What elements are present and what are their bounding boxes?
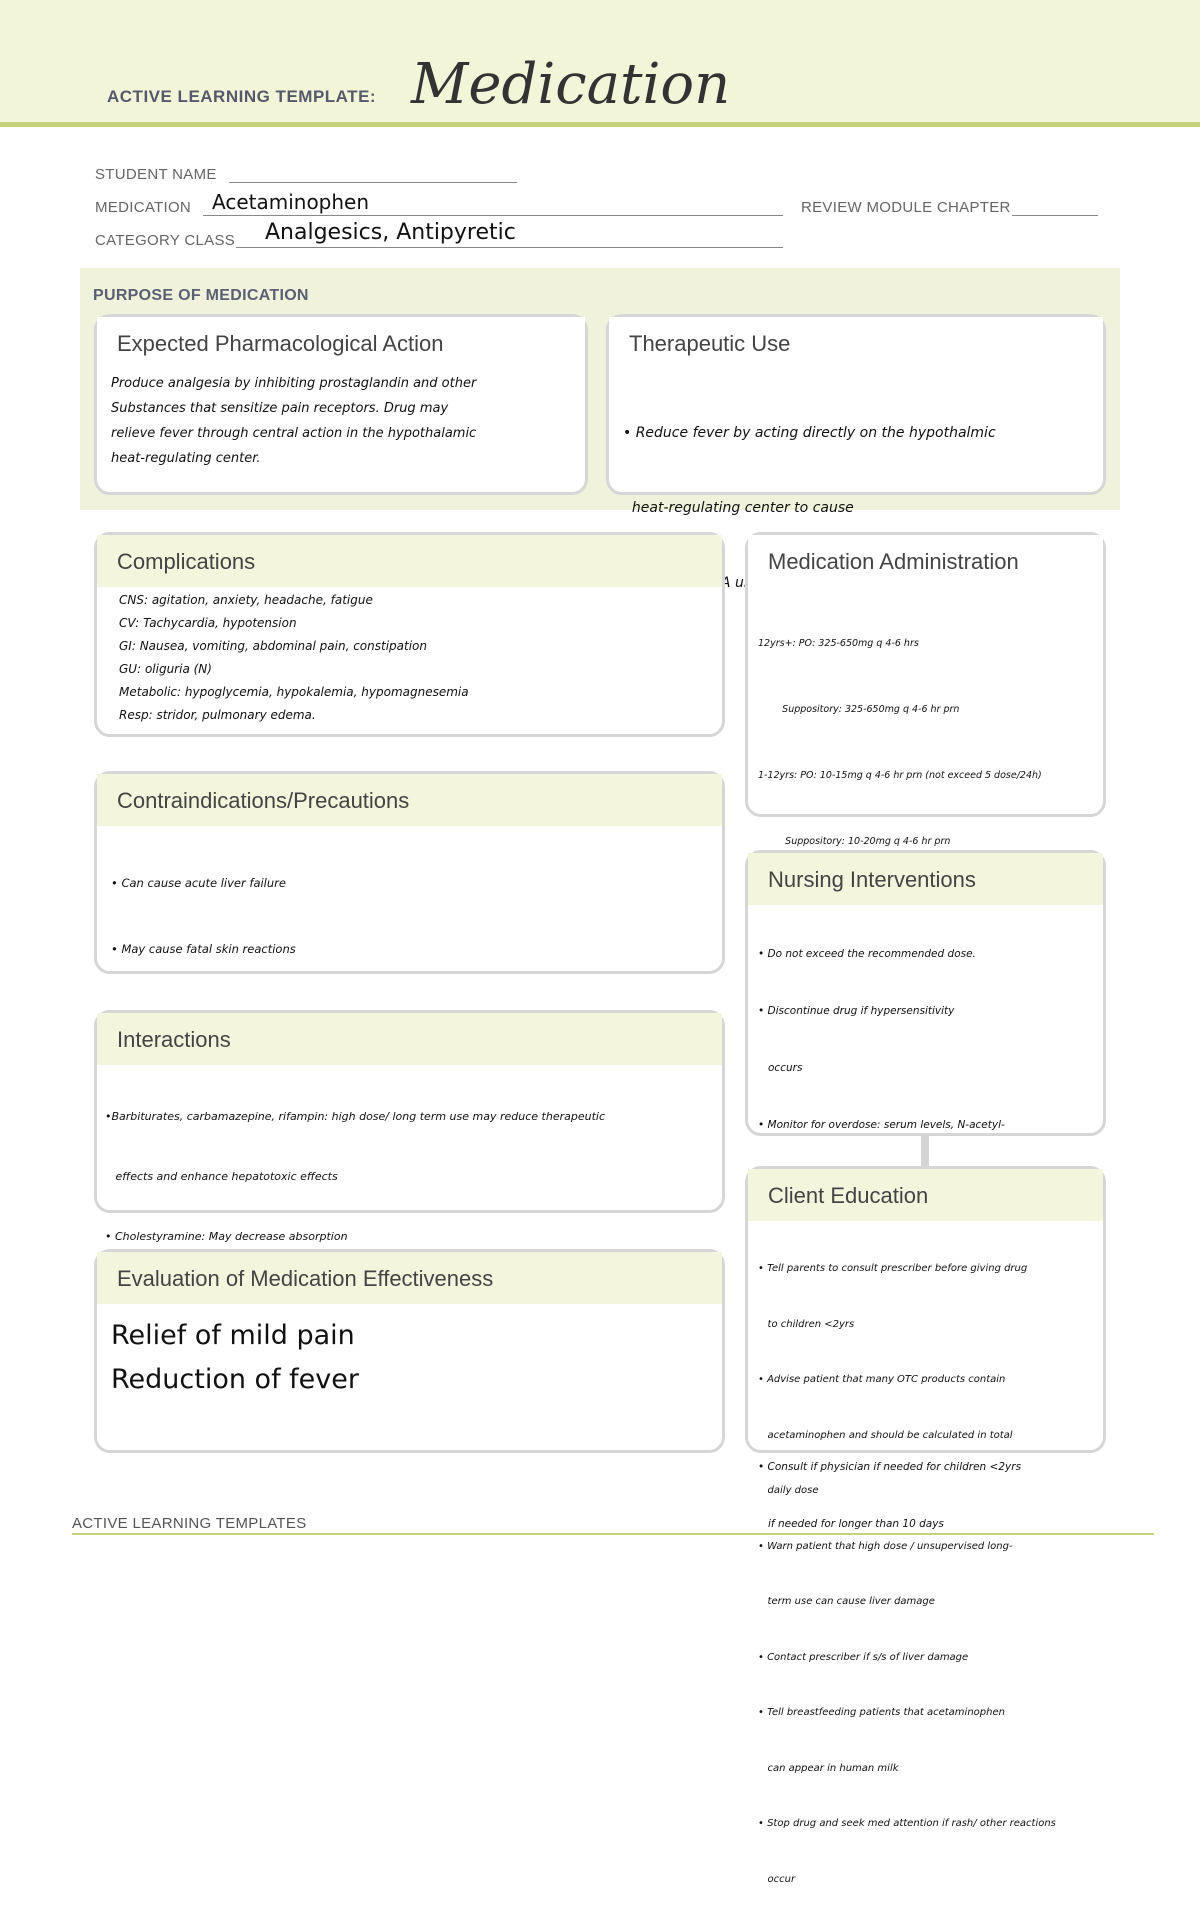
template-label: ACTIVE LEARNING TEMPLATE: (107, 87, 377, 106)
evaluation-card (94, 1249, 725, 1453)
text-line: Reduction of fever (111, 1364, 359, 1395)
text-line: • Contact prescriber if s/s of liver damage (758, 1651, 969, 1663)
text-line: CV: Tachycardia, hypotension (119, 616, 297, 630)
category-class-value: Analgesics, Antipyretic (265, 220, 516, 245)
category-class-label: CATEGORY CLASS (95, 232, 236, 249)
connector-line (921, 1133, 929, 1167)
text-line: • Tell parents to consult prescriber before giving drug (758, 1263, 1028, 1274)
page-title: Medication (411, 52, 731, 117)
text-line: Suppository: 325-650mg q 4-6 hr prn (758, 704, 960, 715)
text-line: • Cholestyramine: May decrease absorption (105, 1230, 348, 1243)
evaluation-title: Evaluation of Medication Effectiveness (97, 1252, 722, 1304)
client-education-body (748, 1221, 1103, 1926)
text-line: to children <2yrs (758, 1318, 855, 1330)
interactions-card (94, 1010, 725, 1243)
text-line: • Do not exceed the recommended dose. (758, 948, 976, 960)
text-line: heat-regulating center. (111, 451, 261, 466)
expected-action-card (94, 314, 588, 495)
therapeutic-use-title: Therapeutic Use (609, 317, 1103, 369)
footer-label: ACTIVE LEARNING TEMPLATES (72, 1515, 307, 1532)
administration-card (745, 532, 1106, 847)
medication-value: Acetaminophen (212, 190, 370, 214)
contraindications-title: Contraindications/Precautions (97, 774, 722, 826)
evaluation-body (97, 1304, 722, 1402)
nursing-title: Nursing Interventions (748, 853, 1103, 905)
text-line: •Barbiturates, carbamazepine, rifampin: high dose/ long term use may reduce therapeutic (105, 1110, 605, 1123)
purpose-label: PURPOSE OF MEDICATION (93, 287, 309, 304)
text-line: can appear in human milk (758, 1762, 899, 1774)
text-line: effects and enhance hepatotoxic effects (105, 1170, 338, 1183)
contraindications-card (94, 771, 725, 974)
text-line: • Advise patient that many OTC products contain (758, 1374, 1006, 1385)
review-module-field[interactable] (1012, 215, 1098, 216)
text-line: term use can cause liver damage (758, 1596, 935, 1607)
medication-field[interactable] (203, 215, 783, 216)
text-line: relieve fever through central action in the hypothalamic (111, 426, 477, 441)
text-line: GI: Nausea, vomiting, abdominal pain, constipation (119, 639, 427, 653)
text-line: • Tell breastfeeding patients that acetaminophen (758, 1707, 1005, 1718)
student-name-field[interactable] (229, 182, 517, 183)
text-line: Suppository: 10-20mg q 4-6 hr prn (758, 836, 951, 847)
text-line: • Warn patient that high dose / unsupervised long- (758, 1540, 1013, 1552)
medication-label: MEDICATION (95, 199, 192, 216)
text-line: daily dose (758, 1485, 819, 1496)
text-line: • Can cause acute liver failure (111, 876, 286, 890)
text-line: • Consult if physician if needed for children <2yrs (758, 1461, 1022, 1473)
footer-divider (72, 1533, 1154, 1535)
text-line: • Stop drug and seek med attention if rash/ other reactions (758, 1818, 1056, 1829)
text-line: heat-regulating center to cause (623, 500, 854, 516)
interactions-title: Interactions (97, 1013, 722, 1065)
expected-action-title: Expected Pharmacological Action (97, 317, 585, 369)
text-line: occur (758, 1873, 796, 1885)
text-line: • Monitor for overdose: serum levels, N-acetyl- (758, 1119, 1005, 1131)
client-education-title: Client Education (748, 1169, 1103, 1221)
text-line: 1-12yrs: PO: 10-15mg q 4-6 hr prn (not exceed 5 dose/24h) (758, 770, 1042, 781)
category-class-field[interactable] (236, 247, 783, 248)
header-divider (0, 122, 1200, 127)
complications-title: Complications (97, 535, 722, 587)
text-line: Produce analgesia by inhibiting prostaglandin and other (111, 376, 477, 391)
text-line: CNS: agitation, anxiety, headache, fatigue (119, 593, 373, 607)
student-name-label: STUDENT NAME (95, 166, 217, 183)
text-line: • May cause fatal skin reactions (111, 942, 296, 956)
text-line: 12yrs+: PO: 325-650mg q 4-6 hrs (758, 638, 919, 649)
text-line: Relief of mild pain (111, 1320, 355, 1351)
complications-body (97, 587, 722, 727)
text-line: Metabolic: hypoglycemia, hypokalemia, hypomagnesemia (119, 685, 469, 699)
text-line: GU: oliguria (N) (119, 662, 212, 676)
review-module-label: REVIEW MODULE CHAPTER (801, 199, 1011, 216)
expected-action-body (97, 369, 585, 471)
text-line: Resp: stridor, pulmonary edema. (119, 708, 316, 722)
therapeutic-use-card (606, 314, 1106, 516)
text-line: • Reduce fever by acting directly on the hypothalmic (623, 425, 996, 441)
administration-title: Medication Administration (748, 535, 1103, 587)
complications-card (94, 532, 725, 737)
text-line: • Discontinue drug if hypersensitivity (758, 1005, 955, 1017)
text-line: Substances that sensitize pain receptors. Drug may (111, 401, 449, 416)
text-line: acetaminophen and should be calculated in total (758, 1429, 1013, 1441)
text-line: occurs (758, 1062, 803, 1074)
text-line: if needed for longer than 10 days (758, 1518, 944, 1530)
